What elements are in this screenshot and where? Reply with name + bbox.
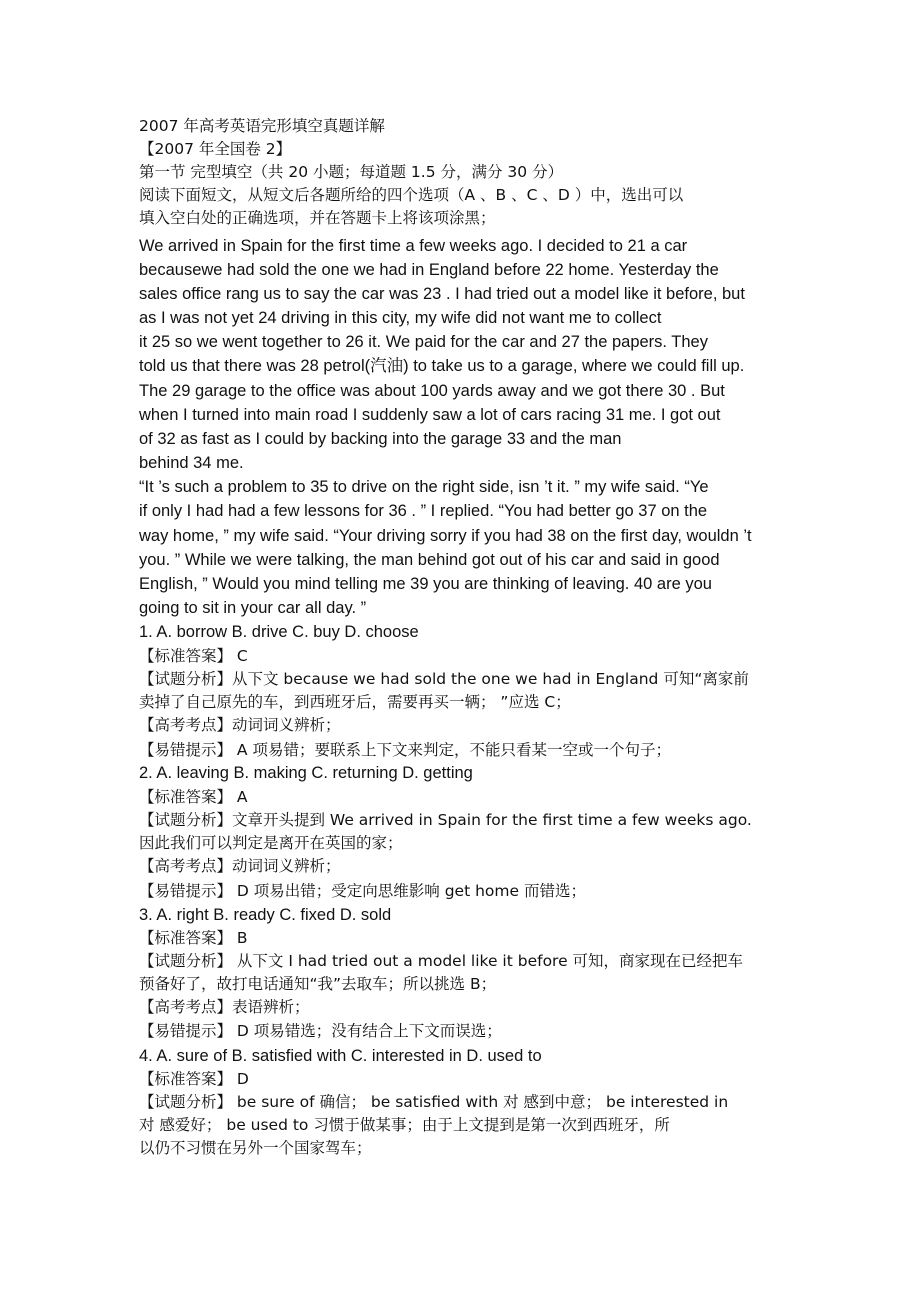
passage-line: when I turned into main road I suddenly saw a lot of cars racing 31 me. I got out: [139, 406, 721, 424]
error-tip-3: 【易错提示】 D 项易错选；没有结合上下文而误选；: [139, 1022, 502, 1040]
analysis-2-cont: 因此我们可以判定是离开在英国的家；: [139, 834, 403, 852]
passage-line: going to sit in your car all day. ”: [139, 599, 367, 617]
analysis-4-cont: 对 感爱好； be used to 习惯于做某事；由于上文提到是第一次到西班牙，所: [139, 1116, 670, 1134]
passage-line: English, ” Would you mind telling me 39 you are thinking of leaving. 40 are you: [139, 575, 712, 593]
passage-line: as I was not yet 24 driving in this city, my wife did not want me to collect: [139, 309, 662, 327]
analysis-2: 【试题分析】文章开头提到 We arrived in Spain for the first time a few weeks ago.: [139, 811, 752, 829]
answer-2: 【标准答案】 A: [139, 788, 248, 806]
question-1: 1. A. borrow B. drive C. buy D. choose: [139, 623, 419, 641]
doc-title: 2007 年高考英语完形填空真题详解: [139, 117, 385, 135]
error-tip-1: 【易错提示】 A 项易错；要联系上下文来判定，不能只看某一空或一个句子；: [139, 741, 671, 759]
passage-line: you. ” While we were talking, the man behind got out of his car and said in good: [139, 551, 720, 569]
error-tip-2: 【易错提示】 D 项易出错；受定向思维影响 get home 而错选；: [139, 882, 586, 900]
passage-line: way home, ” my wife said. “Your driving sorry if you had 38 on the first day, wouldn ’t: [139, 527, 752, 545]
passage-line: told us that there was 28 petrol(汽油) to take us to a garage, where we could fill up.: [139, 357, 745, 375]
question-3: 3. A. right B. ready C. fixed D. sold: [139, 906, 392, 924]
question-2: 2. A. leaving B. making C. returning D. getting: [139, 764, 473, 782]
passage-line: it 25 so we went together to 26 it. We paid for the car and 27 the papers. They: [139, 333, 708, 351]
exam-point-2: 【高考考点】动词词义辨析；: [139, 857, 341, 875]
question-4: 4. A. sure of B. satisfied with C. interested in D. used to: [139, 1047, 542, 1065]
analysis-1-cont: 卖掉了自己原先的车，到西班牙后，需要再买一辆； ”应选 C；: [139, 693, 571, 711]
passage-line: of 32 as fast as I could by backing into the garage 33 and the man: [139, 430, 622, 448]
analysis-3: 【试题分析】 从下文 I had tried out a model like it before 可知，商家现在已经把车: [139, 952, 744, 970]
passage-line: “It ’s such a problem to 35 to drive on the right side, isn ’t it. ” my wife said. “Ye: [139, 478, 709, 496]
answer-1: 【标准答案】 C: [139, 647, 248, 665]
answer-4: 【标准答案】 D: [139, 1070, 249, 1088]
passage-line: We arrived in Spain for the first time a few weeks ago. I decided to 21 a car: [139, 237, 688, 255]
instruction-line: 填入空白处的正确选项，并在答题卡上将该项涂黑；: [139, 209, 496, 227]
exam-point-3: 【高考考点】表语辨析；: [139, 998, 310, 1016]
analysis-3-cont: 预备好了，故打电话通知“我”去取车；所以挑选 B；: [139, 975, 497, 993]
passage-line: The 29 garage to the office was about 100 yards away and we got there 30 . But: [139, 382, 725, 400]
answer-3: 【标准答案】 B: [139, 929, 248, 947]
analysis-4: 【试题分析】 be sure of 确信； be satisfied with 对 感到中意； be interested in: [139, 1093, 729, 1111]
instruction-line: 阅读下面短文，从短文后各题所给的四个选项（A 、B 、C 、D ）中，选出可以: [139, 186, 684, 204]
passage-line: sales office rang us to say the car was 23 . I had tried out a model like it before, but: [139, 285, 745, 303]
passage-line: becausewe had sold the one we had in England before 22 home. Yesterday the: [139, 261, 719, 279]
exam-source: 【2007 年全国卷 2】: [139, 140, 292, 158]
analysis-4-cont: 以仍不习惯在另外一个国家驾车；: [139, 1139, 372, 1157]
section-heading: 第一节 完型填空（共 20 小题；每道题 1.5 分，满分 30 分）: [139, 163, 564, 181]
passage-line: if only I had had a few lessons for 36 . ” I replied. “You had better go 37 on the: [139, 502, 708, 520]
analysis-1: 【试题分析】从下文 because we had sold the one we had in England 可知“离家前: [139, 670, 749, 688]
exam-point-1: 【高考考点】动词词义辨析；: [139, 716, 341, 734]
passage-line: behind 34 me.: [139, 454, 244, 472]
